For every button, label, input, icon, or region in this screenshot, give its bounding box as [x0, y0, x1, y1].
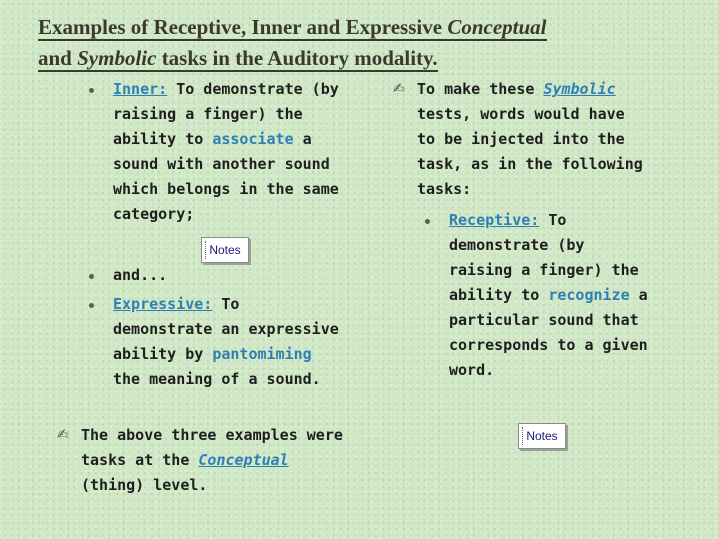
right-sublist — [425, 208, 655, 383]
notes-button-right[interactable]: Notes — [518, 423, 566, 449]
notes-button-left[interactable]: Notes — [201, 237, 249, 263]
slide-title — [38, 12, 698, 74]
right-column — [393, 77, 643, 202]
list-item-expressive: Expressive: To demonstrate an expressive ability by pantomiming the meaning of a sound. — [89, 292, 341, 392]
expressive-label: Expressive: — [113, 295, 213, 313]
dot-bullet-icon — [89, 88, 94, 93]
title-line-2: and Symbolic tasks in the Auditory modality. — [38, 46, 438, 70]
conceptual-keyword: Conceptual — [198, 451, 289, 469]
pen-hand-icon: ✍ — [57, 427, 69, 443]
list-item-inner: Inner: To demonstrate (by raising a finger) the ability to associate a sound with another sound which belongs in the same category; — [89, 77, 341, 227]
symbolic-keyword: Symbolic — [543, 80, 616, 98]
summary-block — [57, 423, 357, 498]
recognize-keyword: recognize — [548, 286, 630, 304]
dot-bullet-icon — [89, 303, 94, 308]
dot-bullet-icon — [89, 274, 94, 279]
list-item-and: and... — [89, 263, 341, 288]
list-item-summary: ✍ The above three examples were tasks at the Conceptual (thing) level. — [57, 426, 343, 494]
list-item-intro: ✍ To make these Symbolic tests, words would have to be injected into the task, as in the following tasks: — [393, 80, 643, 198]
list-item-receptive: Receptive: To demonstrate (by raising a finger) the ability to recognize a particular sound that corresponds to a given word. — [425, 208, 655, 383]
pen-hand-icon: ✍ — [393, 81, 405, 97]
left-column — [89, 77, 341, 227]
associate-keyword: associate — [212, 130, 294, 148]
pantomiming-keyword: pantomiming — [212, 345, 312, 363]
receptive-label: Receptive: — [449, 211, 540, 229]
inner-label: Inner: — [113, 80, 168, 98]
dot-bullet-icon — [425, 219, 430, 224]
title-line-1: Examples of Receptive, Inner and Expressive Conceptual — [38, 15, 547, 39]
left-column-lower — [89, 263, 341, 392]
